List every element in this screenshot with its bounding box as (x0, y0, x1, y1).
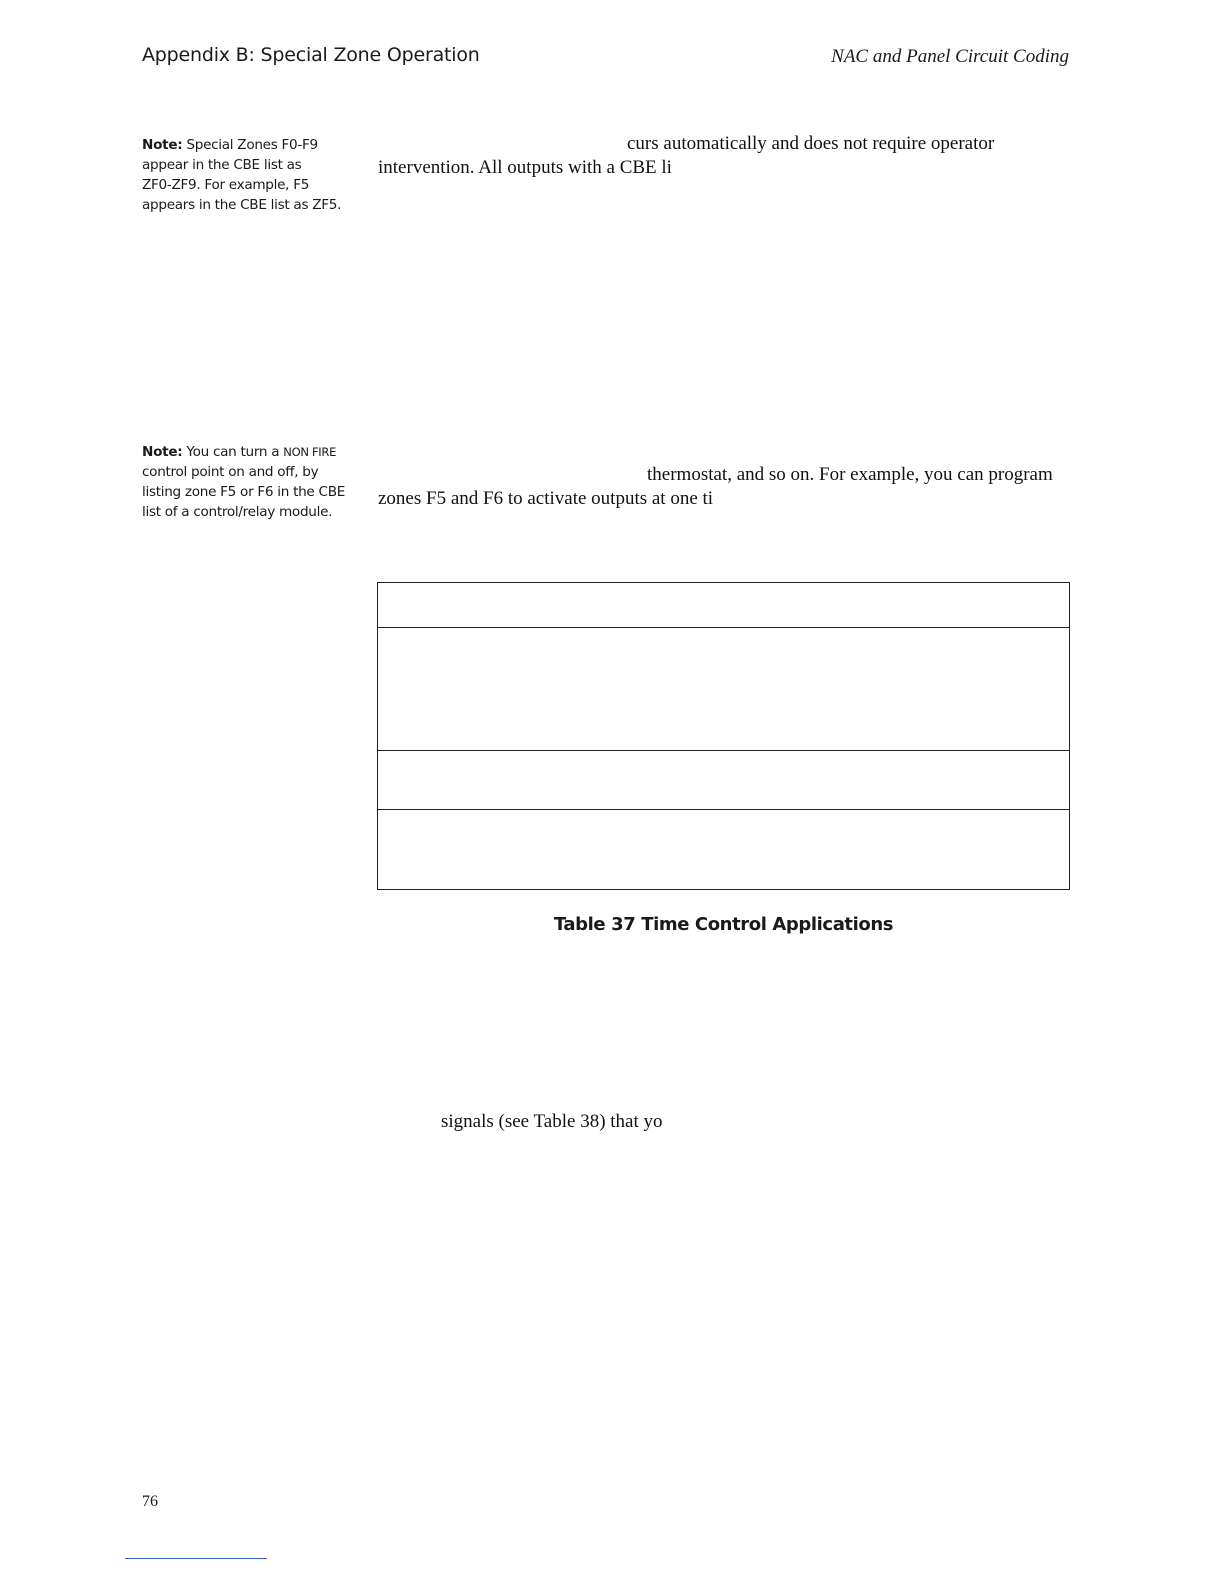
note-text-line: appear in the CBE list as (142, 157, 302, 173)
note-text-line: ZF0-ZF9. For example, F5 (142, 177, 310, 193)
note-label: Note: (142, 444, 183, 460)
note-text-line: listing zone F5 or F6 in the CBE (142, 484, 346, 500)
table-cell (378, 751, 1070, 810)
table-row (378, 810, 1070, 890)
body-text-fragment: signals (see Table 38) that yo (441, 1111, 663, 1132)
time-control-table (377, 582, 1070, 890)
table-caption: Table 37 Time Control Applications (553, 914, 894, 935)
note-label: Note: (142, 137, 183, 153)
note-text-line: appears in the CBE list as ZF5. (142, 197, 342, 213)
body-text-fragment: curs automatically and does not require operator (627, 133, 995, 154)
body-text-fragment: zones F5 and F6 to activate outputs at one ti (378, 488, 714, 509)
margin-note-non-fire-control (142, 442, 357, 522)
body-text-fragment: thermostat, and so on. For example, you can program (647, 464, 1053, 485)
table-row (378, 751, 1070, 810)
margin-note-special-zones (142, 135, 357, 215)
note-text-line: list of a control/relay module. (142, 504, 333, 520)
note-text-line: control point on and off, by (142, 464, 319, 480)
running-header-chapter: NAC and Panel Circuit Coding (831, 46, 1069, 67)
table-cell (378, 810, 1070, 890)
note-text-line: You can turn a (186, 444, 284, 460)
table-cell (378, 628, 1070, 751)
table-row (378, 583, 1070, 628)
running-header-section: Appendix B: Special Zone Operation (142, 44, 480, 66)
note-smallcaps-term: NON FIRE (283, 445, 337, 459)
table-row (378, 628, 1070, 751)
table-cell (378, 583, 1070, 628)
footer-rule (125, 1558, 267, 1559)
page-number: 76 (142, 1493, 158, 1510)
body-text-fragment: intervention. All outputs with a CBE li (378, 157, 672, 178)
note-text-line: Special Zones F0-F9 (186, 137, 318, 153)
